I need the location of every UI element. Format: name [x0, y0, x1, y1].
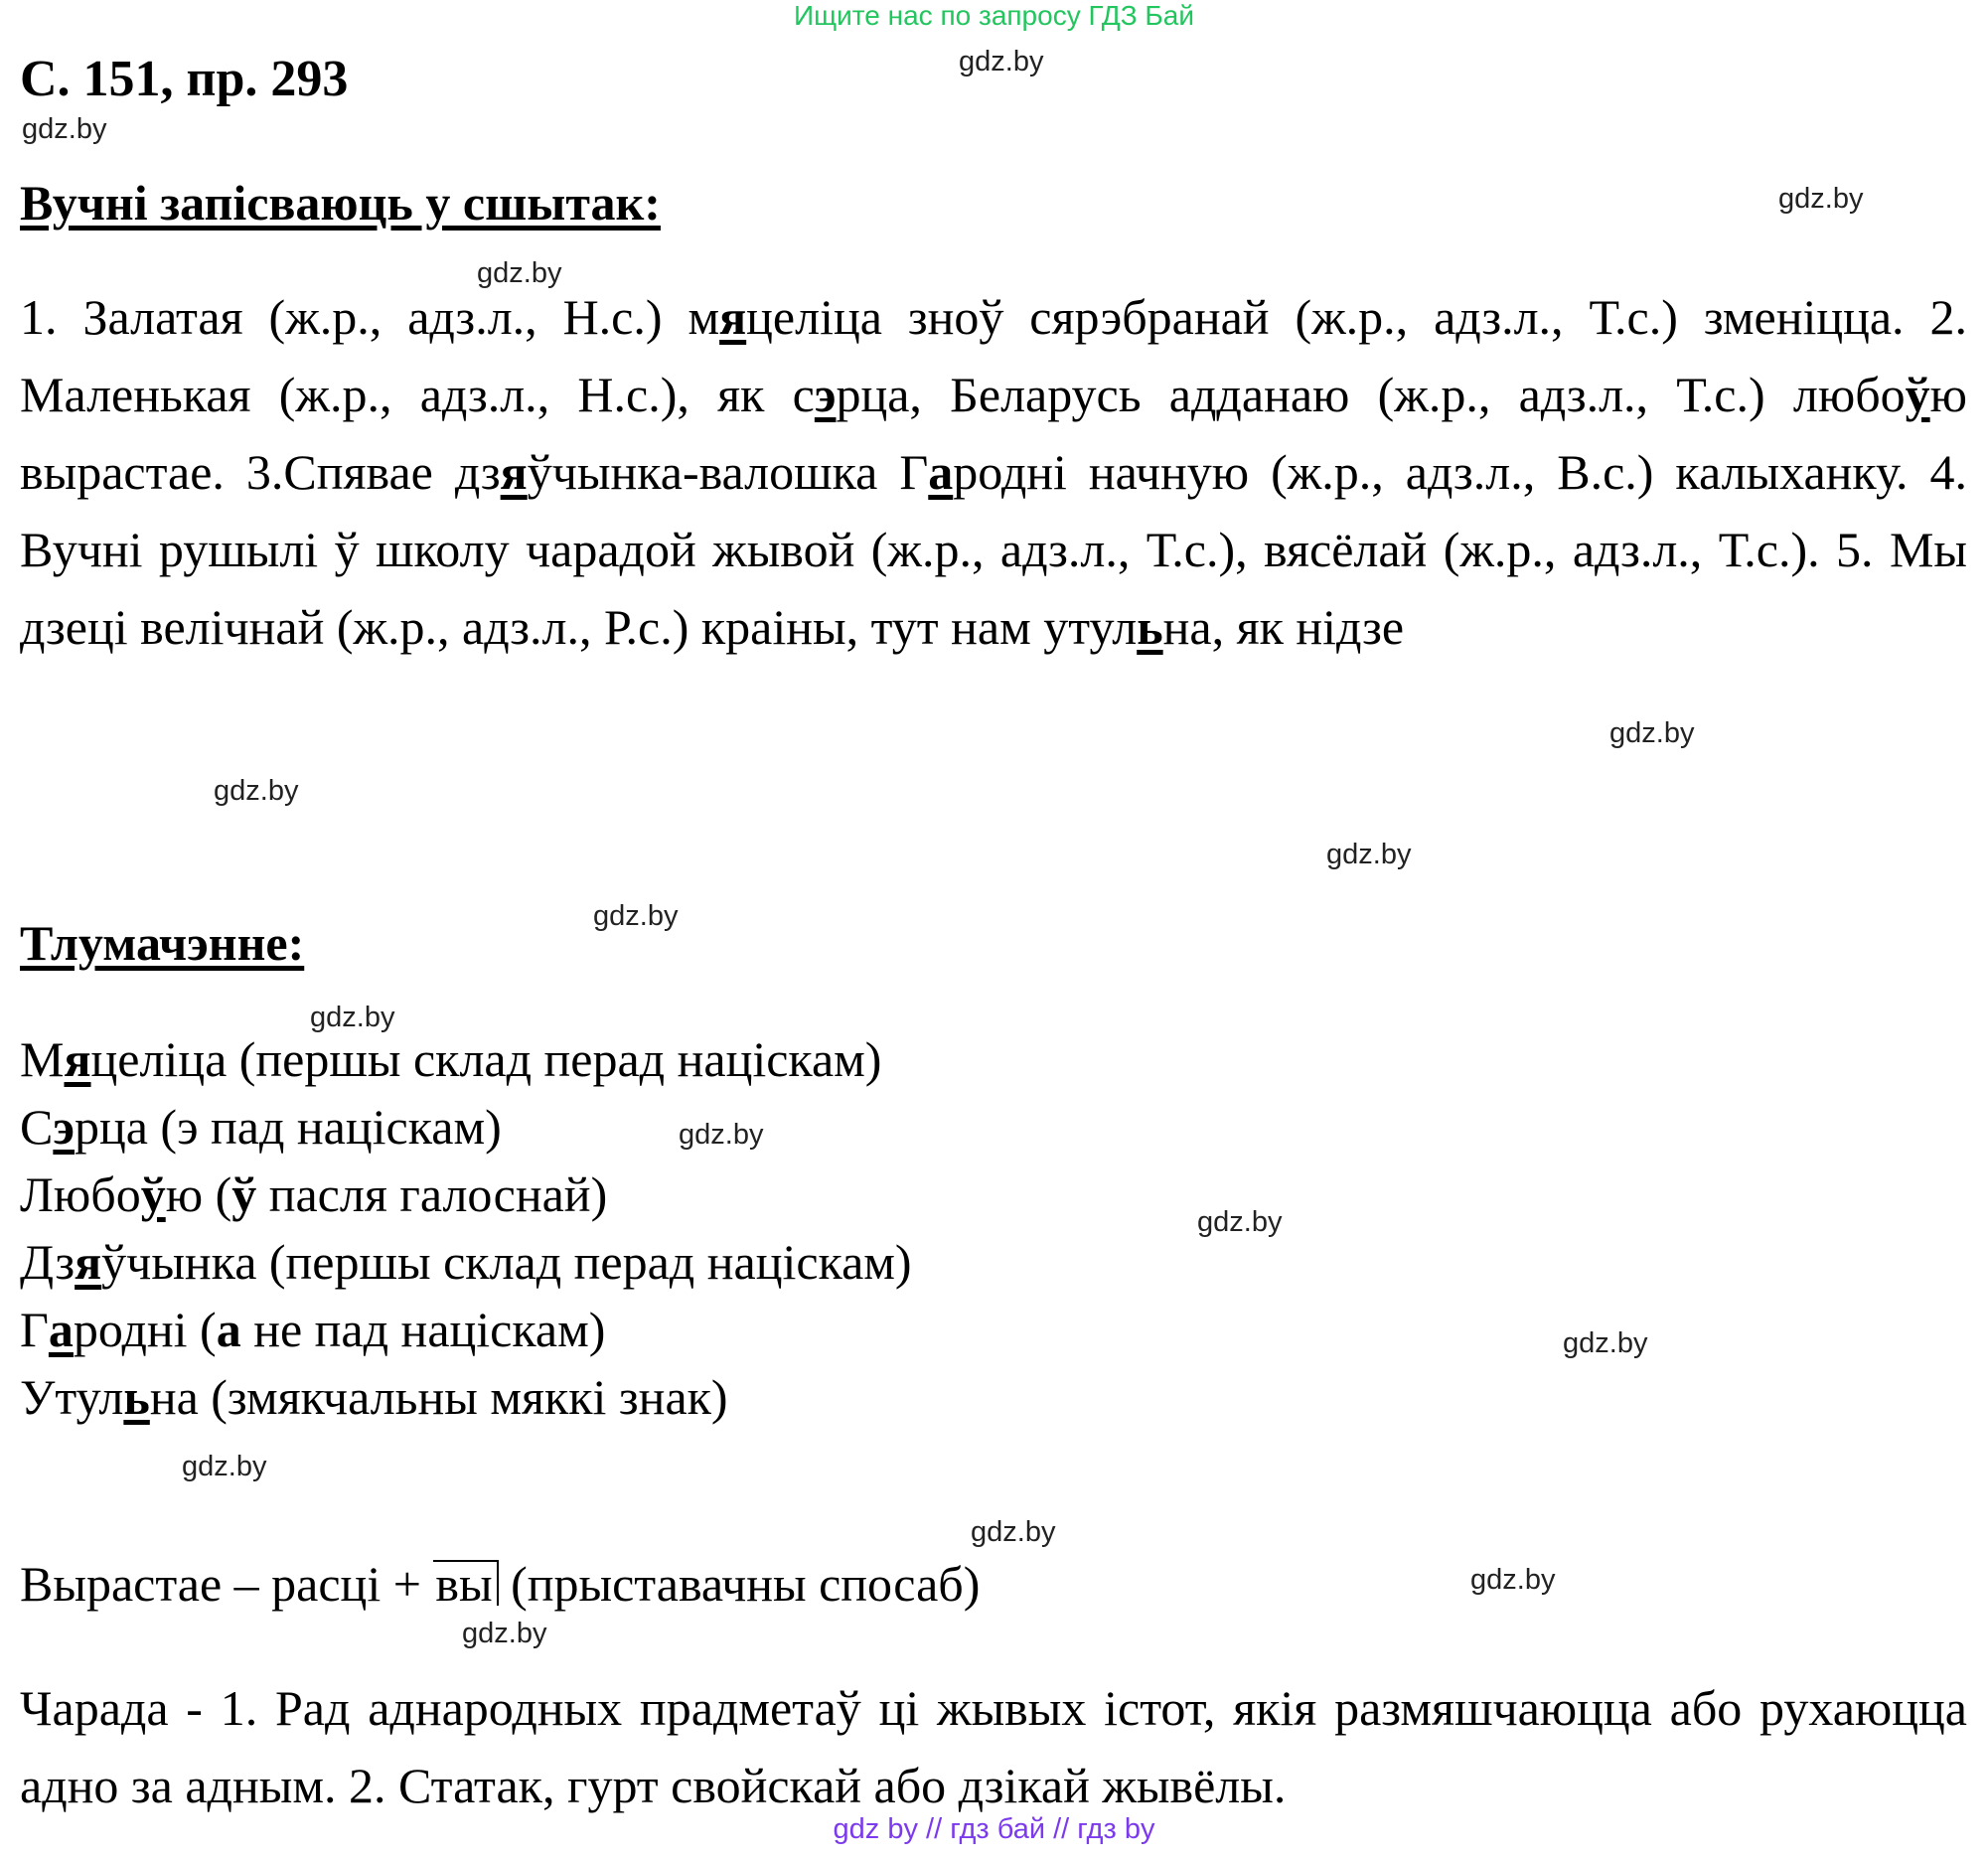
underlined-letter: ў [1905, 367, 1930, 422]
charada-definition: Чарада - 1. Рад аднародных прадметаў ці жывых істот, якія размяшчаюцца або рухаюцца адно за адным. 2. Статак, гурт свойскай або дзікай жывёлы. [20, 1680, 1967, 1813]
text-part: Дз [20, 1234, 76, 1290]
watermark: gdz.by [462, 1618, 547, 1649]
word-formation [20, 1555, 980, 1613]
watermark: gdz.by [1778, 183, 1864, 215]
bold-letter: а [216, 1302, 241, 1357]
text-part: родні ( [73, 1302, 217, 1357]
prefix-mark: вы [433, 1560, 498, 1606]
explanation-line [20, 1025, 912, 1093]
text-part: на (змякчальны мяккі знак) [149, 1369, 728, 1425]
bold-letter: ў [231, 1166, 257, 1222]
text-part: С [20, 1099, 54, 1155]
text-part: Вырастае – расці + [20, 1556, 434, 1612]
watermark: gdz.by [1326, 839, 1412, 870]
underlined-letter: а [48, 1302, 74, 1357]
watermark: gdz.by [182, 1451, 267, 1482]
watermark: gdz.by [971, 1516, 1056, 1548]
underlined-letter: э [53, 1099, 75, 1155]
underlined-letter: я [64, 1031, 91, 1087]
page-title: С. 151, пр. 293 [20, 51, 349, 107]
text-part: ўчынка-валошка Г [527, 444, 929, 500]
explanation-line [20, 1161, 912, 1228]
top-banner[interactable]: Ищите нас по запросу ГДЗ Бай [793, 0, 1195, 31]
text-part: не пад націскам) [240, 1302, 606, 1357]
text-part: Утул [20, 1369, 124, 1425]
watermark: gdz.by [310, 1002, 395, 1033]
watermark: gdz.by [593, 900, 679, 932]
text-part: Любо [20, 1166, 141, 1222]
heading-notebook: Вучні запісваюць у сшытак: [20, 175, 661, 231]
text-part: рца (э пад націскам) [74, 1099, 502, 1155]
text-part: целіца зноў сярэбранай (ж.р., адз.л., Т.с.) зменіцца. 2. Маленькая (ж.р., адз.л., Н.с.), як с [20, 289, 1967, 422]
text-part: 1. Залатая (ж.р., адз.л., Н.с.) м [20, 289, 720, 345]
explanation-line [20, 1228, 912, 1296]
underlined-letter: ь [123, 1369, 150, 1425]
watermark: gdz.by [477, 257, 562, 289]
watermark: gdz.by [22, 113, 107, 145]
exercise-text [20, 278, 1967, 666]
text-part: ю ( [165, 1166, 232, 1222]
watermark: gdz.by [1563, 1327, 1648, 1359]
explanation-line [20, 1296, 912, 1363]
explanation-line [20, 1363, 912, 1431]
watermark: gdz.by [1609, 717, 1695, 749]
watermark: gdz.by [214, 775, 299, 807]
text-part: ўчынка (першы склад перад націскам) [101, 1234, 912, 1290]
underlined-letter: я [719, 289, 747, 345]
text-part: пасля галоснай) [256, 1166, 608, 1222]
underlined-letter: я [75, 1234, 102, 1290]
underlined-letter: ў [140, 1166, 166, 1222]
text-part: М [20, 1031, 65, 1087]
text-part: на, як нідзе [1162, 599, 1405, 655]
text-part: родні начную (ж.р., адз.л., В.с.) калыханку. 4. Вучні рушылі ў школу чарадой жывой (ж.р., адз.л., Т.с.), вясёлай (ж.р., адз.л., Т.с.). 5. Мы дзеці велічнай (ж.р., адз.л., Р.с.) краіны, тут нам утул [20, 444, 1967, 655]
text-part: рца, Беларусь адданаю (ж.р., адз.л., Т.с.) любо [836, 367, 1906, 422]
footer-links[interactable]: gdz by // гдз бай // гдз by [833, 1813, 1155, 1845]
underlined-letter: я [500, 444, 528, 500]
text-part: Г [20, 1302, 49, 1357]
watermark: gdz.by [679, 1119, 764, 1151]
explanation-line [20, 1093, 912, 1161]
text-part: ю вырастае. 3.Спявае дз [20, 367, 1968, 500]
text-part: целіца (першы склад перад націскам) [90, 1031, 882, 1087]
text-part: (прыставачны спосаб) [498, 1556, 981, 1612]
underlined-letter: ь [1137, 599, 1163, 655]
watermark: gdz.by [1470, 1564, 1556, 1596]
underlined-letter: э [814, 367, 837, 422]
explanation-list [20, 1025, 912, 1431]
watermark: gdz.by [1197, 1206, 1283, 1238]
heading-explanation: Тлумачэнне: [20, 915, 305, 971]
underlined-letter: а [928, 444, 954, 500]
watermark: gdz.by [959, 46, 1044, 78]
